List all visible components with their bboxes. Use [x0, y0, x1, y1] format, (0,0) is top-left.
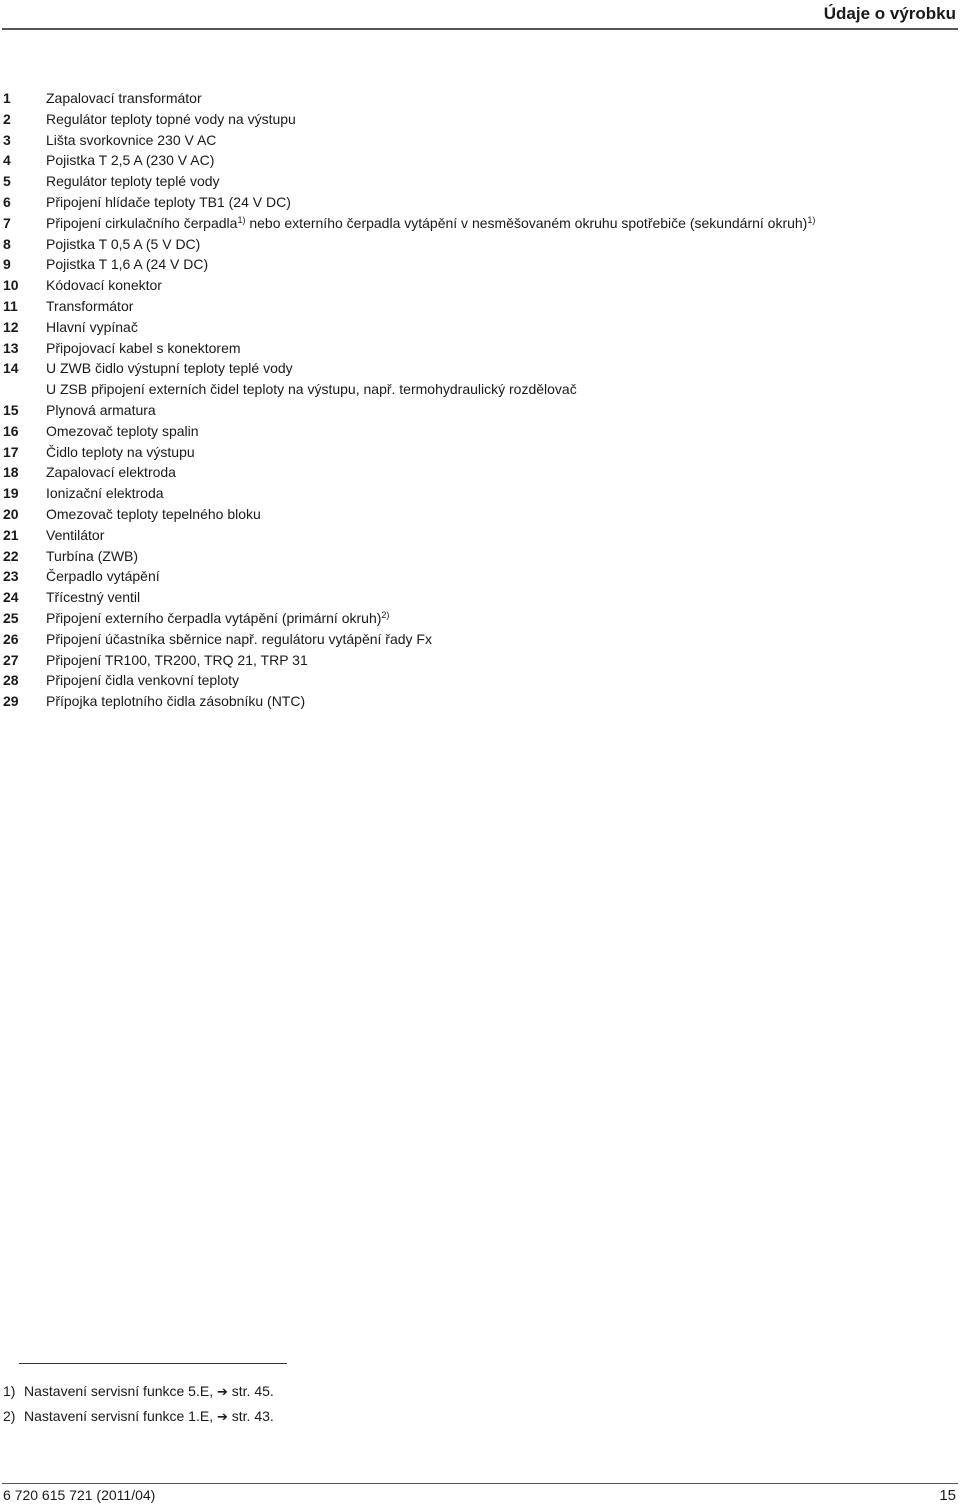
legend-item	[3, 171, 953, 192]
legend-item	[3, 400, 953, 421]
legend-text: Omezovač teploty tepelného bloku	[46, 505, 261, 522]
footnote-text: Nastavení servisní funkce 1.E,	[24, 1407, 214, 1424]
legend-text: Třícestný ventil	[46, 589, 141, 606]
legend-number: 8	[3, 235, 11, 252]
legend-number: 21	[3, 526, 19, 543]
footer-divider	[2, 1483, 958, 1484]
legend-number: 23	[3, 568, 19, 585]
legend-item	[3, 546, 953, 567]
arrow-right-icon: ➔	[216, 1384, 228, 1399]
legend-number: 12	[3, 318, 19, 335]
footnote-divider	[19, 1363, 287, 1364]
legend-item	[3, 650, 953, 671]
footnotes	[3, 1381, 274, 1430]
legend-text: Zapalovací transformátor	[46, 90, 202, 106]
legend-text: Regulátor teploty teplé vody	[46, 173, 220, 190]
legend-text: Čidlo teploty na výstupu	[46, 443, 195, 460]
legend-number: 24	[3, 589, 19, 606]
legend-item	[3, 670, 953, 691]
legend-text: Lišta svorkovnice 230 V AC	[46, 131, 217, 148]
legend-text: Pojistka T 0,5 A (5 V DC)	[46, 235, 201, 252]
legend-item	[3, 130, 953, 151]
footnote-ref: 1)	[807, 214, 816, 225]
legend-number: 29	[3, 693, 19, 710]
legend-item	[3, 504, 953, 525]
legend-item	[3, 317, 953, 338]
page-section-title: Údaje o výrobku	[823, 4, 956, 23]
legend-item	[3, 254, 953, 275]
document-number: 6 720 615 721 (2011/04)	[3, 1487, 156, 1503]
legend-text: Regulátor teploty topné vody na výstupu	[46, 110, 296, 127]
component-legend	[3, 88, 953, 712]
legend-text: Kódovací konektor	[46, 277, 162, 294]
legend-text: U ZWB čidlo výstupní teploty teplé vody	[46, 360, 293, 377]
legend-item	[3, 421, 953, 442]
footnote-ref: 1)	[237, 214, 246, 225]
legend-item	[3, 358, 953, 379]
legend-item	[3, 234, 953, 255]
legend-item	[3, 442, 953, 463]
legend-number: 13	[3, 339, 19, 356]
legend-item	[3, 629, 953, 650]
legend-text-part: nebo externího čerpadla vytápění v nesměšovaném okruhu spotřebiče (sekundární okruh)	[245, 214, 808, 231]
footnote-page-ref: str. 43.	[231, 1407, 274, 1424]
legend-number: 28	[3, 672, 19, 689]
footnote	[3, 1381, 274, 1406]
legend-text: Hlavní vypínač	[46, 318, 138, 335]
legend-text: Pojistka T 1,6 A (24 V DC)	[46, 256, 209, 273]
legend-text: Zapalovací elektroda	[46, 464, 176, 481]
footnote-text: Nastavení servisní funkce 5.E,	[24, 1383, 214, 1399]
legend-number: 3	[3, 131, 11, 148]
footnote-mark: 1)	[3, 1383, 16, 1399]
legend-text: Omezovač teploty spalin	[46, 422, 199, 439]
legend-number: 4	[3, 152, 11, 169]
legend-number: 10	[3, 277, 19, 294]
legend-number: 20	[3, 505, 19, 522]
legend-item	[3, 691, 953, 712]
legend-item	[3, 150, 953, 171]
legend-text: Transformátor	[46, 297, 134, 314]
legend-item	[3, 213, 953, 234]
header-divider	[2, 28, 958, 30]
legend-number: 9	[3, 256, 11, 273]
legend-text: Ionizační elektroda	[46, 485, 164, 502]
legend-text: U ZSB připojení externích čidel teploty na výstupu, např. termohydraulický rozdělovač	[46, 381, 577, 398]
legend-item	[3, 379, 953, 400]
legend-text: Připojení čidla venkovní teploty	[46, 672, 239, 689]
footnote-ref: 2)	[381, 609, 390, 620]
footnote	[3, 1406, 274, 1431]
legend-text: Připojení TR100, TR200, TRQ 21, TRP 31	[46, 651, 308, 668]
legend-text: Připojení hlídače teploty TB1 (24 V DC)	[46, 193, 291, 210]
legend-number: 14	[3, 360, 19, 377]
legend-text: Připojovací kabel s konektorem	[46, 339, 241, 356]
legend-text-part: Připojení cirkulačního čerpadla	[46, 214, 238, 231]
legend-item	[3, 338, 953, 359]
legend-text: Přípojka teplotního čidla zásobníku (NTC)	[46, 693, 306, 710]
legend-text: Ventilátor	[46, 526, 105, 543]
legend-number: 16	[3, 422, 19, 439]
page-number: 15	[939, 1487, 956, 1504]
legend-item	[3, 525, 953, 546]
legend-number: 6	[3, 193, 11, 210]
legend-number: 11	[3, 297, 18, 314]
legend-text-part: Připojení externího čerpadla vytápění (primární okruh)	[46, 609, 382, 626]
legend-item	[3, 192, 953, 213]
legend-text	[46, 213, 953, 234]
legend-item	[3, 275, 953, 296]
legend-number: 22	[3, 547, 19, 564]
legend-text: Čerpadlo vytápění	[46, 568, 160, 585]
legend-number: 5	[3, 173, 11, 190]
legend-item	[3, 587, 953, 608]
legend-text: Turbína (ZWB)	[46, 547, 139, 564]
legend-number: 17	[3, 443, 19, 460]
legend-number: 26	[3, 630, 19, 647]
legend-number: 1	[3, 90, 11, 106]
legend-text: Připojení účastníka sběrnice např. regulátoru vytápění řady Fx	[46, 630, 432, 647]
legend-item	[3, 566, 953, 587]
legend-item	[3, 608, 953, 629]
legend-number: 2	[3, 110, 11, 127]
legend-item	[3, 296, 953, 317]
legend-text	[46, 608, 953, 629]
legend-text: Pojistka T 2,5 A (230 V AC)	[46, 152, 215, 169]
legend-number	[3, 379, 46, 400]
legend-text: Plynová armatura	[46, 401, 156, 418]
legend-number: 7	[3, 214, 11, 231]
legend-number: 25	[3, 609, 19, 626]
arrow-right-icon: ➔	[216, 1408, 228, 1424]
legend-item	[3, 483, 953, 504]
footnote-mark: 2)	[3, 1407, 16, 1424]
legend-item	[3, 109, 953, 130]
footnote-page-ref: str. 45.	[231, 1383, 274, 1399]
legend-number: 18	[3, 464, 19, 481]
legend-number: 15	[3, 401, 19, 418]
legend-item	[3, 462, 953, 483]
legend-number: 27	[3, 651, 19, 668]
legend-number: 19	[3, 485, 19, 502]
legend-item	[3, 88, 953, 109]
